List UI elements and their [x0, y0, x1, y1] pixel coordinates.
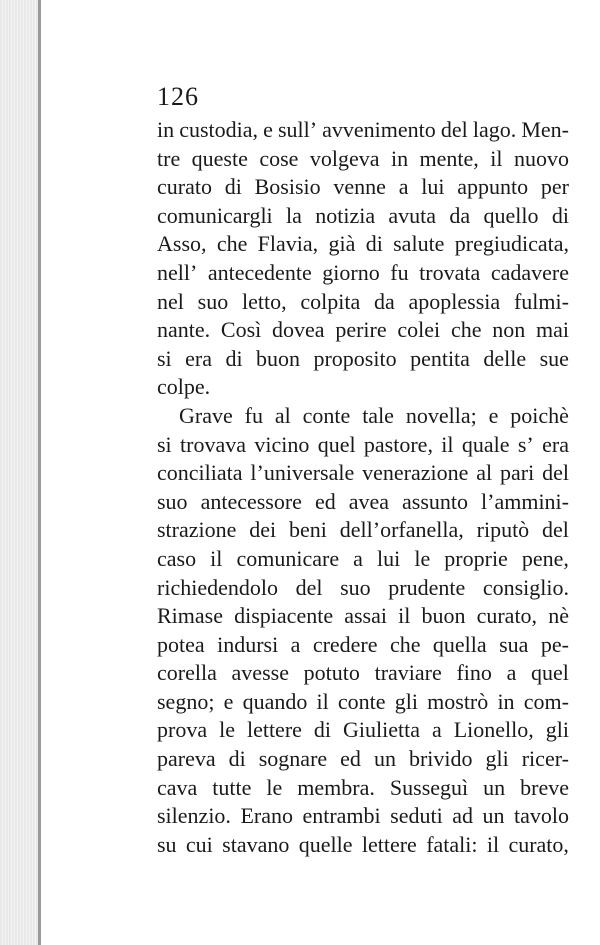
text-line: Grave fu al conte tale novella; e poichè	[179, 402, 569, 428]
text-line: richiedendolo del suo prudente consiglio.	[157, 574, 569, 600]
book-spine-shadow	[0, 0, 40, 945]
text-line: colpe.	[157, 374, 211, 400]
text-line: strazione dei beni dell’orfanella, riputò del	[157, 517, 569, 543]
text-line: si era di buon proposito pentita delle sue	[157, 345, 569, 371]
text-line: conciliata l’universale venerazione al pari del	[157, 460, 569, 486]
text-line: tre queste cose volgeva in mente, il nuovo	[157, 145, 569, 171]
text-line: Rimase dispiacente assai il buon curato, nè	[157, 603, 569, 629]
text-line: si trovava vicino quel pastore, il quale s’ era	[157, 431, 569, 457]
text-line: corella avesse potuto traviare fino a quel	[157, 660, 569, 686]
text-line: Asso, che Flavia, già di salute pregiudicata,	[157, 231, 569, 257]
text-line: su cui stavano quelle lettere fatali: il curato,	[157, 831, 569, 857]
text-line: nel suo letto, colpita da apoplessia fulmi-	[157, 288, 569, 314]
text-line: comunicargli la notizia avuta da quello di	[157, 202, 569, 228]
text-line: silenzio. Erano entrambi seduti ad un tavolo	[157, 803, 569, 829]
text-line: nante. Così dovea perire colei che non mai	[157, 317, 569, 343]
page-gutter-edge	[38, 0, 41, 945]
body-text	[157, 116, 569, 859]
text-line: pareva di sognare ed un brivido gli ricer-	[157, 746, 569, 772]
page-number: 126	[157, 82, 199, 111]
text-line: segno; e quando il conte gli mostrò in com-	[157, 688, 569, 714]
text-line: suo antecessore ed avea assunto l’ammini-	[157, 488, 569, 514]
text-line: curato di Bosisio venne a lui appunto per	[157, 174, 569, 200]
text-line: potea indursi a credere che quella sua pe-	[157, 631, 569, 657]
text-line: prova le lettere di Giulietta a Lionello, gli	[157, 717, 569, 743]
text-line: cava tutte le membra. Susseguì un breve	[157, 774, 569, 800]
text-line: in custodia, e sull’ avvenimento del lago. Men-	[157, 117, 569, 142]
text-line: nell’ antecedente giorno fu trovata cadavere	[157, 259, 569, 285]
text-line: caso il comunicare a lui le proprie pene,	[157, 545, 569, 571]
